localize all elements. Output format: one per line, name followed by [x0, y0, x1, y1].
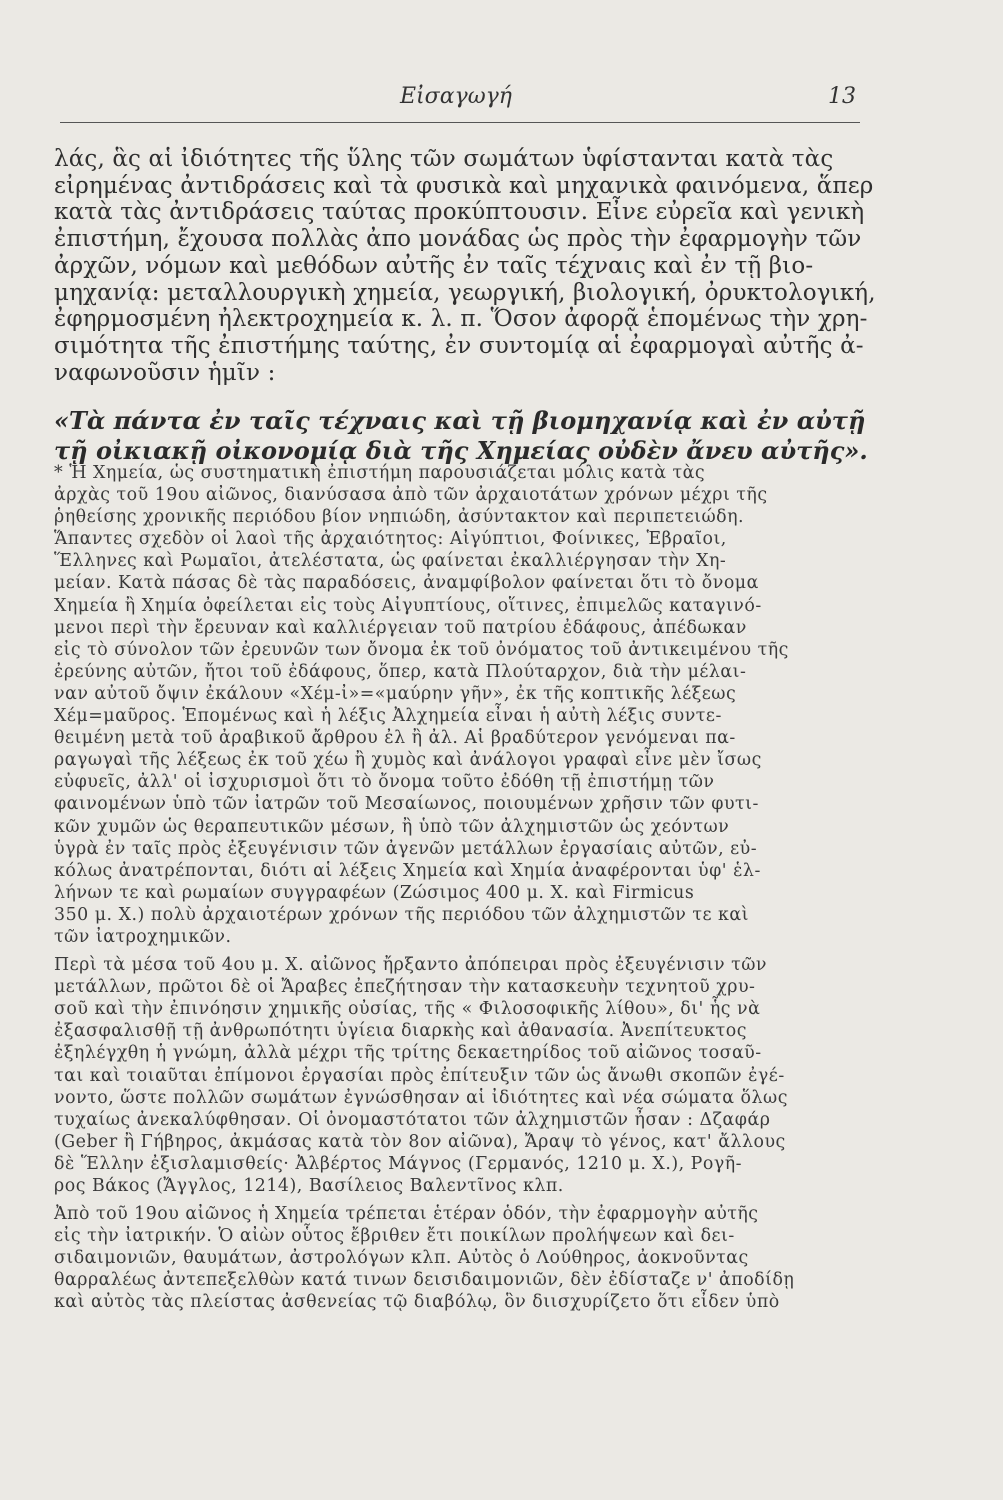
footnote-line: σοῦ καὶ τὴν ἐπινόησιν χημικῆς οὐσίας, τῆς « Φιλοσοφικῆς λίθου», δι' ἧς νὰ: [54, 999, 761, 1020]
footnote-line: Ἀπὸ τοῦ 19ου αἰῶνος ἡ Χημεία τρέπεται ἑτέραν ὁδόν, τὴν ἐφαρμογὴν αὐτῆς: [54, 1204, 759, 1225]
footnote-paragraph: [54, 1203, 869, 1313]
running-title: Εἰσαγωγή: [400, 84, 512, 109]
footnote-line: σιδαιμονιῶν, θαυμάτων, ἀστρολόγων κλπ. Αὐτὸς ὁ Λούθηρος, ἀοκνοῦντας: [54, 1248, 749, 1269]
footnote-line: λήνων τε καὶ ρωμαίων συγγραφέων (Ζώσιμος 400 μ. Χ. καὶ Firmicus: [54, 882, 695, 903]
footnote-paragraph: [54, 462, 869, 948]
footnote-line: ὑγρὰ ἐν ταῖς πρὸς ἐξευγένισιν τῶν ἀγενῶν μετάλλων ἐργασίαις αὐτῶν, εὐ-: [54, 838, 758, 859]
text-line: σιμότητα τῆς ἐπιστήμης ταύτης, ἐν συντομίᾳ αἱ ἐφαρμογαὶ αὐτῆς ἀ-: [54, 332, 864, 359]
footnote-line: ἐρεύνης αὐτῶν, ἤτοι τοῦ ἐδάφους, ὅπερ, κατὰ Πλούταρχον, διὰ τὴν μέλαι-: [54, 661, 747, 682]
footnote-line: * Ἡ Χημεία, ὡς συστηματικὴ ἐπιστήμη παρουσιάζεται μόλις κατὰ τὰς: [54, 463, 706, 483]
footnote-line: ἐξηλέγχθη ἡ γνώμη, ἀλλὰ μέχρι τῆς τρίτης δεκαετηρίδος τοῦ αἰῶνος τοσαῦ-: [54, 1043, 762, 1064]
footnote-block: [54, 462, 869, 1314]
text-line: ἐφηρμοσμένη ἠλεκτροχημεία κ. λ. π. Ὅσον ἀφορᾷ ἑπομένως τὴν χρη-: [54, 306, 868, 333]
footnote-line: μενοι περὶ τὴν ἔρευναν καὶ καλλιέργειαν τοῦ πατρίου ἐδάφους, ἀπέδωκαν: [54, 617, 747, 638]
footnote-paragraph: [54, 954, 869, 1197]
footnote-line: ρος Βάκος (Ἄγγλος, 1214), Βασίλειος Βαλεντῖνος κλπ.: [54, 1176, 564, 1196]
footnote-line: δὲ Ἕλλην ἐξισλαμισθείς· Ἀλβέρτος Μάγνος (Γερμανός, 1210 μ. Χ.), Ρογῆ-: [54, 1153, 743, 1174]
footnote-line: νοντο, ὥστε πολλῶν σωμάτων ἐγνώσθησαν αἱ ἰδιότητες καὶ νέα σώματα ὅλως: [54, 1087, 788, 1108]
footnote-line: Χέμ=μαῦρος. Ἑπομένως καὶ ἡ λέξις Ἀλχημεία εἶναι ἡ αὐτὴ λέξις συντε-: [54, 706, 722, 727]
footnote-line: (Geber ἢ Γήβηρος, ἀκμάσας κατὰ τὸν 8ον αἰῶνα), Ἄραψ τὸ γένος, κατ' ἄλλους: [54, 1131, 786, 1152]
footnote-line: Περὶ τὰ μέσα τοῦ 4ου μ. Χ. αἰῶνος ἤρξαντο ἀπόπειραι πρὸς ἐξευγένισιν τῶν: [54, 955, 767, 976]
footnote-line: καὶ αὐτὸς τὰς πλείστας ἀσθενείας τῷ διαβόλῳ, ὃν διισχυρίζετο ὅτι εἶδεν ὑπὸ: [54, 1292, 780, 1313]
text-line: εἰρημένας ἀντιδράσεις καὶ τὰ φυσικὰ καὶ μηχανικὰ φαινόμενα, ἅπερ: [54, 172, 874, 199]
footnote-line: ναν αὐτοῦ ὄψιν ἐκάλουν «Χέμ-ἰ»=«μαύρην γῆν», ἐκ τῆς κοπτικῆς λέξεως: [54, 683, 737, 704]
footnote-line: ται καὶ τοιαῦται ἐπίμονοι ἐργασίαι πρὸς ἐπίτευξιν τῶν ὡς ἄνωθι σκοπῶν ἐγέ-: [54, 1065, 785, 1086]
footnote-line: 350 μ. Χ.) πολὺ ἀρχαιοτέρων χρόνων τῆς περιόδου τῶν ἀλχημιστῶν τε καὶ: [54, 904, 749, 925]
footnote-line: ῥηθείσης χρονικῆς περιόδου βίον νηπιώδη, ἀσύντακτον καὶ περιπετειώδη.: [54, 507, 745, 528]
footnote-line: κόλως ἀνατρέπονται, διότι αἱ λέξεις Χημεία καὶ Χημία ἀναφέρονται ὑφ' ἑλ-: [54, 860, 761, 881]
page-header: [60, 78, 860, 123]
footnote-line: Χημεία ἢ Χημία ὀφείλεται εἰς τοὺς Αἰγυπτίους, οἵτινες, ἐπιμελῶς καταγινό-: [54, 595, 762, 616]
main-text: [54, 146, 876, 386]
text-line: μηχανίᾳ: μεταλλουργικὴ χημεία, γεωργική, βιολογική, ὀρυκτολογική,: [54, 279, 876, 306]
text-line: ἀρχῶν, νόμων καὶ μεθόδων αὐτῆς ἐν ταῖς τέχναις καὶ ἐν τῇ βιο-: [54, 252, 814, 279]
footnote-line: εἰς τὸ σύνολον τῶν ἐρευνῶν των ὄνομα ἐκ τοῦ ὀνόματος τοῦ ἀντικειμένου τῆς: [54, 639, 789, 660]
footnote-line: κῶν χυμῶν ὡς θεραπευτικῶν μέσων, ἢ ὑπὸ τῶν ἀλχημιστῶν ὡς χεόντων: [54, 816, 730, 837]
text-line: κατὰ τὰς ἀντιδράσεις ταύτας προκύπτουσιν. Εἶνε εὐρεῖα καὶ γενικὴ: [54, 199, 865, 226]
footnote-line: θαρραλέως ἀντεπεξελθὼν κατά τινων δεισιδαιμονιῶν, δὲν ἐδίσταζε ν' ἀποδίδῃ: [54, 1270, 795, 1291]
footnote-line: μετάλλων, πρῶτοι δὲ οἱ Ἄραβες ἐπεζήτησαν τὴν κατασκευὴν τεχνητοῦ χρυ-: [54, 977, 756, 998]
quote-line: «Τὰ πάντα ἐν ταῖς τέχναις καὶ τῇ βιομηχανίᾳ καὶ ἐν αὐτῇ: [54, 406, 866, 435]
footnote-line: ραγωγαὶ τῆς λέξεως ἐκ τοῦ χέω ἢ χυμὸς καὶ ἀνάλογοι γραφαὶ εἶνε μὲν ἴσως: [54, 750, 762, 771]
text-line: λάς, ἃς αἱ ἰδιότητες τῆς ὕλης τῶν σωμάτων ὑφίστανται κατὰ τὰς: [54, 146, 834, 172]
page-number: 13: [828, 84, 856, 109]
footnote-line: φαινομένων ὑπὸ τῶν ἰατρῶν τοῦ Μεσαίωνος, ποιουμένων χρῆσιν τῶν φυτι-: [54, 794, 759, 815]
footnote-line: Ἅπαντες σχεδὸν οἱ λαοὶ τῆς ἀρχαιότητος: Αἰγύπτιοι, Φοίνικες, Ἑβραῖοι,: [54, 529, 727, 550]
emphasized-quote: [54, 406, 868, 466]
footnote-line: τυχαίως ἀνεκαλύφθησαν. Οἱ ὀνομαστότατοι τῶν ἀλχημιστῶν ἦσαν : Δζαφάρ: [54, 1109, 771, 1130]
footnote-line: μείαν. Κατὰ πάσας δὲ τὰς παραδόσεις, ἀναμφίβολον φαίνεται ὅτι τὸ ὄνομα: [54, 573, 759, 594]
text-line: ἐπιστήμη, ἔχουσα πολλὰς ἀπο μονάδας ὡς πρὸς τὴν ἐφαρμογὴν τῶν: [54, 226, 862, 253]
footnote-line: Ἕλληνες καὶ Ρωμαῖοι, ἀτελέστατα, ὡς φαίνεται ἐκαλλιέργησαν τὴν Χη-: [54, 551, 727, 572]
quote-line: τῇ οἰκιακῇ οἰκονομίᾳ διὰ τῆς Χημείας οὐδὲν ἄνευ αὐτῆς».: [54, 436, 868, 465]
footnote-line: ἀρχὰς τοῦ 19ου αἰῶνος, διανύσασα ἀπὸ τῶν ἀρχαιοτάτων χρόνων μέχρι τῆς: [54, 485, 768, 506]
footnote-line: εἰς τὴν ἰατρικήν. Ὁ αἰὼν οὗτος ἔβριθεν ἔτι ποικίλων προλήψεων καὶ δει-: [54, 1226, 735, 1247]
footnote-line: θειμένη μετὰ τοῦ ἀραβικοῦ ἄρθρου ἐλ ἢ ἀλ. Αἱ βραδύτερον γενόμεναι πα-: [54, 728, 736, 749]
footnote-line: ἐξασφαλισθῇ τῇ ἀνθρωπότητι ὑγίεια διαρκὴς καὶ ἀθανασία. Ἀνεπίτευκτος: [54, 1021, 747, 1042]
text-line: ναφωνοῦσιν ἡμῖν :: [54, 359, 276, 386]
footnote-line: εὐφυεῖς, ἀλλ' οἱ ἰσχυρισμοὶ ὅτι τὸ ὄνομα τοῦτο ἐδόθη τῇ ἐπιστήμῃ τῶν: [54, 772, 715, 793]
footnote-line: τῶν ἰατροχημικῶν.: [54, 926, 232, 947]
